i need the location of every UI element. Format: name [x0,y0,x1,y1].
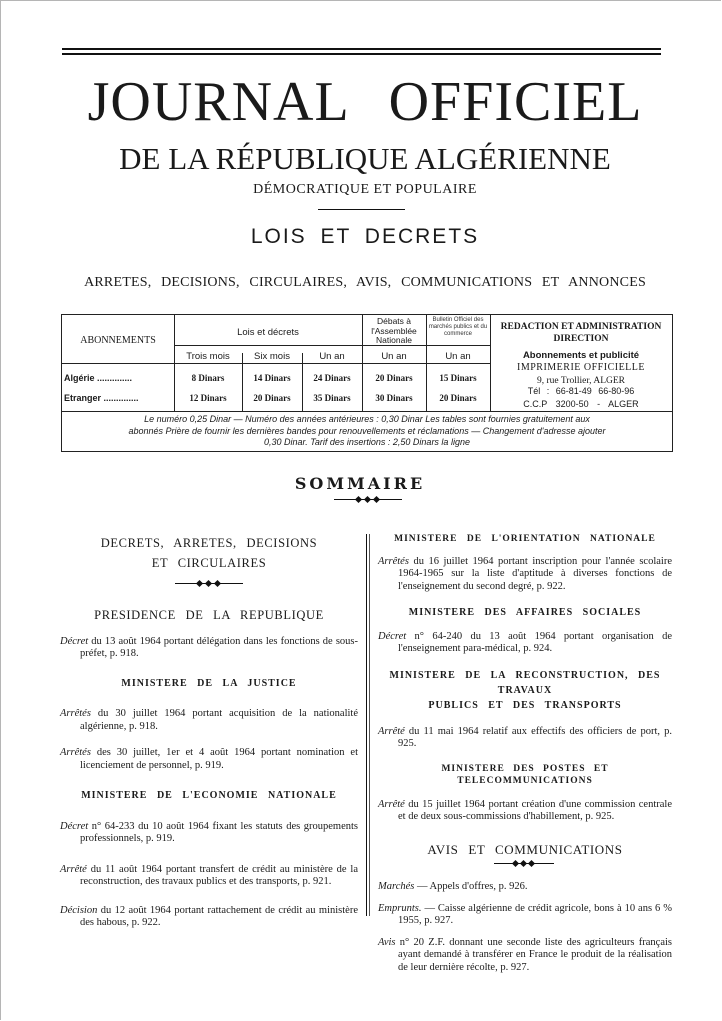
sommaire-entry[interactable] [60,905,358,930]
justice-heading: MINISTERE DE LA JUSTICE [121,677,297,689]
column-divider [366,534,370,916]
redaction-title: REDACTION ET ADMINISTRATION [500,322,662,332]
sommaire-right-column [378,533,672,974]
entry-type: Arrêté [60,863,87,875]
price-cell: 20 Dinars [375,373,413,383]
price-cell: 15 Dinars [439,373,477,383]
row-label-algerie: Algérie .............. [64,373,133,383]
row-label-etranger: Etranger .............. [64,393,139,403]
telephone: Tél : 66-81-49 66-80-96 [527,386,635,396]
entry-type: Décret [378,630,407,642]
reconstruction-heading: PUBLICS ET DES TRANSPORTS [428,699,622,711]
divider [62,363,490,364]
economie-heading: MINISTERE DE L'ECONOMIE NATIONALE [81,790,337,801]
entry-type: Décision [60,904,98,916]
period-un-an: Un an [319,351,345,362]
lois-decrets-header: Lois et décrets [237,327,299,338]
entry-text: du 15 juillet 1964 portant création d'une commission centrale et de deux sous-commissions d'habillement, p. 925. [398,798,672,822]
entry-text: du 30 juillet 1964 portant acquisition de la nationalité algérienne, p. 918. [80,708,358,732]
note-line: 0,30 Dinar. Tarif des insertions : 2,50 Dinars la ligne [264,437,470,447]
entry-text: n° 64-233 du 10 août 1964 fixant les statuts des groupements professionnels, p. 919. [80,820,358,844]
entry-type: Avis [378,936,396,948]
entry-type: Arrêtés [60,708,91,719]
sommaire-entry[interactable] [378,903,672,928]
divider [62,411,672,412]
section-title: LOIS ET DECRETS [250,225,480,248]
sommaire-entry[interactable] [378,556,672,594]
sommaire-entry[interactable] [378,631,672,656]
period-six-mois: Six mois [254,351,290,362]
entry-text: du 12 août 1964 portant rattachement de crédit au ministère des habous, p. 922. [80,904,358,928]
price-cell: 24 Dinars [313,373,351,383]
direction-title: DIRECTION [553,334,609,344]
postes-heading: MINISTERE DES POSTES ET TELECOMMUNICATIONS [441,763,609,786]
subtitle-rule [318,209,405,210]
subscription-note [62,414,672,449]
entry-type: Arrêtés [60,747,91,758]
debats-header: Débats à l'Assemblée Nationale [371,316,417,345]
sommaire-entry[interactable] [378,937,672,975]
presidence-heading: PRESIDENCE DE LA REPUBLIQUE [94,608,324,622]
sommaire-entry[interactable] [378,799,672,824]
imprimerie-officielle: IMPRIMERIE OFFICIELLE [517,362,645,373]
note-line: Le numéro 0,25 Dinar — Numéro des années antérieures : 0,30 Dinar Les tables sont fournies gratuitement aux [144,414,590,424]
bulletin-header: Bulletin Officiel des marchés publics et du commerce [428,317,488,337]
journal-title: JOURNAL OFFICIEL [87,71,643,133]
orientation-heading: MINISTERE DE L'ORIENTATION NATIONALE [394,534,656,544]
entry-type: Décret [60,635,89,647]
sommaire-title: SOMMAIRE [294,474,426,493]
reconstruction-heading: MINISTERE DE LA RECONSTRUCTION, DES TRAVAUX [389,669,661,696]
entry-text: — Caisse algérienne de crédit agricole, bons à 10 ans 6 % 1955, p. 927. [398,902,672,926]
entry-text: du 16 juillet 1964 portant inscription pour l'année scolaire 1964-1965 sur la liste d'aptitude à diverses fonctions de l'enseignement du second degré, p. 922. [398,555,672,592]
price-cell: 8 Dinars [191,373,225,383]
note-line: abonnés Prière de fournir les dernières bandes pour renouvellements et réclamations — Changement d'adresse ajouter [128,425,606,436]
entry-text: du 11 mai 1964 relatif aux effectifs des officiers de port, p. 925. [398,725,672,749]
divider [174,345,490,346]
period-debats-un-an: Un an [381,351,407,362]
top-double-rule [62,48,661,55]
sommaire-entry[interactable] [60,864,358,889]
period-trois-mois: Trois mois [186,351,230,362]
subscription-box [61,314,673,452]
entry-type: Emprunts. [378,902,422,914]
ornament-divider [334,497,402,503]
abonnements-publicite: Abonnements et publicité [522,350,640,361]
tagline: ARRETES, DECISIONS, CIRCULAIRES, AVIS, COMMUNICATIONS ET ANNONCES [84,275,646,290]
entry-type: Arrêté [378,798,405,810]
abonnements-header: ABONNEMENTS [80,335,156,346]
section-heading: DECRETS, ARRETES, DECISIONS [100,536,318,550]
entry-text: n° 20 Z.F. donnant une seconde liste des agriculteurs français ayant demandé à transférer en France le produit de la réalisation de leur dernière récolte, p. 927. [395,936,672,973]
sommaire-left-column [60,533,358,930]
affaires-heading: MINISTERE DES AFFAIRES SOCIALES [408,607,642,618]
sommaire-entry[interactable] [60,747,358,772]
sommaire-entry[interactable] [60,636,358,661]
ornament-divider [60,573,358,593]
entry-text: du 13 août 1964 portant délégation dans les fonctions de sous-préfet, p. 918. [80,635,358,659]
entry-text: n° 64-240 du 13 août 1964 portant organisation de l'enseignement para-médical, p. 924. [398,630,672,654]
entry-type: Décret [60,820,89,832]
sommaire-entry[interactable] [60,708,358,733]
sommaire-entry[interactable] [378,726,672,751]
entry-type: Arrêté [378,725,405,737]
ornament-divider [378,856,672,870]
entry-text: des 30 juillet, 1er et 4 août 1964 portant nomination et licenciement de personnel, p. 919. [80,747,358,771]
democratic-subtitle: DÉMOCRATIQUE ET POPULAIRE [253,182,477,197]
republic-subtitle: DE LA RÉPUBLIQUE ALGÉRIENNE [119,141,611,176]
entry-text: du 11 août 1964 portant transfert de crédit au ministère de la reconstruction, des travaux publics et des transports, p. 921. [80,863,358,887]
price-cell: 30 Dinars [375,393,413,403]
price-cell: 20 Dinars [439,393,477,403]
address: 9, rue Trollier, ALGER [536,376,626,386]
avis-heading: AVIS ET COMMUNICATIONS [427,841,623,857]
price-cell: 14 Dinars [253,373,291,383]
entry-type: Arrêtés [378,555,409,567]
sommaire-entry[interactable] [378,881,672,894]
price-cell: 35 Dinars [313,393,351,403]
section-heading: ET CIRCULAIRES [151,556,267,570]
price-cell: 20 Dinars [253,393,291,403]
sommaire-entry[interactable] [60,821,358,846]
entry-type: Marchés [378,881,415,892]
entry-text: — Appels d'offres, p. 926. [414,881,528,892]
period-bulletin-un-an: Un an [445,351,471,362]
price-cell: 12 Dinars [189,393,227,403]
ccp: C.C.P 3200-50 - ALGER [523,399,639,409]
